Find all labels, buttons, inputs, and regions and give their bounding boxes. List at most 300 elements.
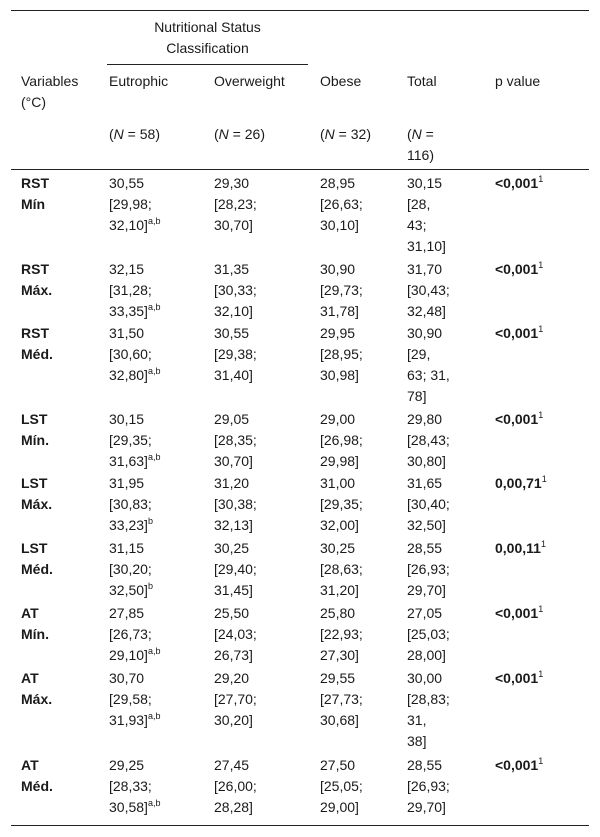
cell-line bbox=[320, 451, 363, 472]
cell-text: [29,38; bbox=[214, 346, 257, 362]
cell-line bbox=[407, 259, 450, 280]
cell-line bbox=[320, 215, 363, 236]
table-cell bbox=[214, 173, 257, 236]
cell-line bbox=[109, 194, 160, 215]
cell-line bbox=[109, 710, 160, 731]
cell-text: [28,83; bbox=[407, 691, 450, 707]
row-label-line: AT bbox=[21, 605, 39, 621]
cell-text: 29,55 bbox=[320, 670, 356, 686]
table-cell bbox=[214, 323, 257, 386]
n-eutrophic: (N = 58) bbox=[109, 126, 160, 142]
cell-text: 31,00 bbox=[320, 475, 356, 491]
cell-line bbox=[407, 323, 450, 344]
cell-line bbox=[320, 689, 363, 710]
cell-text: [31,28; bbox=[109, 282, 152, 298]
cell-text: 25,50 bbox=[214, 605, 250, 621]
cell-text: 30,25 bbox=[214, 540, 250, 556]
variables-header: Variables (°C) bbox=[21, 73, 79, 110]
cell-line bbox=[214, 776, 257, 797]
cell-line bbox=[109, 515, 153, 536]
cell-line bbox=[109, 323, 160, 344]
cell-text: 32,13] bbox=[214, 517, 253, 533]
table-cell bbox=[407, 173, 446, 257]
cell-text: 63; 31, bbox=[407, 367, 450, 383]
cell-line bbox=[320, 515, 363, 536]
table-cell bbox=[214, 473, 257, 536]
cell-text: 31,35 bbox=[214, 261, 250, 277]
cell-text: 26,73] bbox=[214, 647, 253, 663]
cell-text: 31,50 bbox=[109, 325, 145, 341]
row-label-line: Máx. bbox=[21, 691, 53, 707]
cell-text: [29,35; bbox=[109, 432, 152, 448]
p-value-superscript: 1 bbox=[538, 174, 544, 184]
col-header-total: Total bbox=[407, 73, 437, 89]
cell-text: [29,35; bbox=[320, 496, 363, 512]
n-total: (N = 116) bbox=[407, 126, 434, 163]
cell-text: 32,10] bbox=[214, 303, 253, 319]
table-cell bbox=[320, 259, 363, 322]
cell-line bbox=[214, 689, 257, 710]
header-rule bbox=[11, 169, 589, 170]
significance-superscript: a,b bbox=[147, 798, 161, 808]
cell-text: [27,73; bbox=[320, 691, 363, 707]
cell-text: 29,70] bbox=[407, 799, 446, 815]
p-value-text: <0,001 bbox=[495, 175, 539, 191]
table-cell bbox=[109, 473, 153, 536]
p-value-superscript: 1 bbox=[540, 539, 546, 549]
p-value-text: 0,00,71 bbox=[495, 475, 542, 491]
cell-text: 27,05 bbox=[407, 605, 443, 621]
cell-line bbox=[109, 689, 160, 710]
cell-text: [26,63; bbox=[320, 196, 363, 212]
cell-line bbox=[407, 668, 450, 689]
row-label-line: LST bbox=[21, 411, 48, 427]
row-label bbox=[21, 755, 53, 797]
row-label-line: Méd. bbox=[21, 346, 53, 362]
cell-text: [27,70; bbox=[214, 691, 257, 707]
cell-text: 30,10] bbox=[320, 217, 359, 233]
cell-line bbox=[407, 731, 450, 752]
cell-line bbox=[109, 624, 160, 645]
p-value-text: <0,001 bbox=[495, 261, 539, 277]
cell-text: 30,00 bbox=[407, 670, 443, 686]
row-label bbox=[21, 473, 52, 515]
cell-text: 33,35] bbox=[109, 303, 148, 319]
n-obese: (N = 32) bbox=[320, 126, 371, 142]
top-rule bbox=[11, 10, 589, 11]
row-label-line: RST bbox=[21, 175, 49, 191]
cell-line bbox=[407, 473, 450, 494]
cell-line bbox=[320, 668, 363, 689]
table-cell bbox=[109, 409, 160, 472]
cell-line bbox=[214, 409, 257, 430]
table-cell bbox=[109, 603, 160, 666]
cell-text: 29,00 bbox=[320, 411, 356, 427]
cell-line bbox=[320, 755, 363, 776]
cell-line bbox=[407, 280, 450, 301]
cell-text: [26,73; bbox=[109, 626, 152, 642]
cell-line bbox=[320, 559, 363, 580]
cell-text: [28,35; bbox=[214, 432, 257, 448]
cell-line bbox=[214, 624, 257, 645]
cell-text: 31,20] bbox=[320, 582, 359, 598]
cell-line bbox=[109, 259, 160, 280]
cell-line bbox=[320, 624, 363, 645]
cell-line bbox=[407, 689, 450, 710]
cell-text: 25,80 bbox=[320, 605, 356, 621]
row-label-line: RST bbox=[21, 261, 49, 277]
cell-text: 28,55 bbox=[407, 540, 443, 556]
cell-line bbox=[407, 710, 450, 731]
cell-text: 32,80] bbox=[109, 367, 148, 383]
cell-text: 30,90 bbox=[407, 325, 443, 341]
cell-text: 31,65 bbox=[407, 475, 443, 491]
cell-line bbox=[320, 797, 363, 818]
cell-line bbox=[407, 365, 450, 386]
cell-text: 30,55 bbox=[214, 325, 250, 341]
p-value-superscript: 1 bbox=[538, 604, 544, 614]
cell-line bbox=[109, 215, 160, 236]
cell-line bbox=[407, 194, 446, 215]
cell-line bbox=[407, 645, 450, 666]
cell-line bbox=[407, 301, 450, 322]
row-label-line: LST bbox=[21, 475, 48, 491]
cell-text: [26,93; bbox=[407, 561, 450, 577]
table-cell bbox=[320, 473, 363, 536]
cell-line bbox=[407, 580, 450, 601]
cell-line bbox=[407, 797, 450, 818]
cell-line bbox=[214, 538, 257, 559]
cell-line bbox=[407, 409, 450, 430]
cell-line bbox=[214, 603, 257, 624]
cell-line bbox=[320, 603, 363, 624]
cell-line bbox=[214, 344, 257, 365]
group-header: Nutritional Status Classification bbox=[154, 19, 261, 56]
cell-line bbox=[109, 580, 153, 601]
cell-text: 29,95 bbox=[320, 325, 356, 341]
cell-line bbox=[214, 515, 257, 536]
p-value-superscript: 1 bbox=[538, 324, 544, 334]
table-cell bbox=[407, 603, 450, 666]
cell-line bbox=[320, 194, 363, 215]
cell-text: 32,50] bbox=[109, 582, 148, 598]
p-value-superscript: 1 bbox=[538, 260, 544, 270]
significance-superscript: a,b bbox=[147, 366, 161, 376]
cell-line bbox=[320, 301, 363, 322]
p-value bbox=[495, 473, 547, 494]
cell-text: 31,63] bbox=[109, 453, 148, 469]
table-cell bbox=[407, 668, 450, 752]
table-cell bbox=[109, 538, 153, 601]
row-label-line: Mín bbox=[21, 196, 46, 212]
row-label bbox=[21, 538, 53, 580]
bottom-rule bbox=[11, 825, 589, 826]
cell-text: [30,38; bbox=[214, 496, 257, 512]
cell-text: [29,73; bbox=[320, 282, 363, 298]
cell-text: 31,78] bbox=[320, 303, 359, 319]
cell-line bbox=[214, 365, 257, 386]
cell-text: 29,70] bbox=[407, 582, 446, 598]
p-value-text: <0,001 bbox=[495, 325, 539, 341]
cell-text: 30,90 bbox=[320, 261, 356, 277]
cell-line bbox=[407, 173, 446, 194]
cell-text: 30,68] bbox=[320, 712, 359, 728]
cell-text: 30,15 bbox=[407, 175, 443, 191]
cell-line bbox=[214, 215, 257, 236]
cell-text: [25,05; bbox=[320, 778, 363, 794]
cell-text: 30,70 bbox=[109, 670, 145, 686]
cell-text: 27,45 bbox=[214, 757, 250, 773]
significance-superscript: a,b bbox=[147, 646, 161, 656]
cell-text: [29, bbox=[407, 346, 431, 362]
cell-line bbox=[407, 515, 450, 536]
cell-line bbox=[407, 430, 450, 451]
cell-text: 29,00] bbox=[320, 799, 359, 815]
cell-line bbox=[320, 538, 363, 559]
cell-text: [28,23; bbox=[214, 196, 257, 212]
cell-line bbox=[109, 280, 160, 301]
cell-line bbox=[214, 430, 257, 451]
cell-text: [30,40; bbox=[407, 496, 450, 512]
p-value bbox=[495, 668, 543, 689]
table-cell bbox=[407, 755, 450, 818]
cell-text: 31,15 bbox=[109, 540, 145, 556]
cell-line bbox=[320, 430, 363, 451]
cell-line bbox=[109, 776, 160, 797]
cell-text: 38] bbox=[407, 733, 427, 749]
row-label-line: AT bbox=[21, 757, 39, 773]
cell-line bbox=[407, 386, 450, 407]
cell-text: [28,33; bbox=[109, 778, 152, 794]
cell-text: [22,93; bbox=[320, 626, 363, 642]
table-cell bbox=[320, 173, 363, 236]
cell-text: 30,58] bbox=[109, 799, 148, 815]
row-label bbox=[21, 259, 52, 301]
p-value bbox=[495, 323, 543, 344]
cell-line bbox=[407, 451, 450, 472]
cell-text: [28, bbox=[407, 196, 431, 212]
cell-line bbox=[320, 494, 363, 515]
cell-text: [26,00; bbox=[214, 778, 257, 794]
col-header-eutrophic: Eutrophic bbox=[109, 73, 169, 89]
table-cell bbox=[320, 755, 363, 818]
cell-text: 32,15 bbox=[109, 261, 145, 277]
row-label-line: LST bbox=[21, 540, 48, 556]
cell-text: 28,28] bbox=[214, 799, 253, 815]
p-value bbox=[495, 603, 543, 624]
cell-line bbox=[109, 344, 160, 365]
significance-superscript: a,b bbox=[147, 302, 161, 312]
cell-line bbox=[109, 645, 160, 666]
cell-text: [30,33; bbox=[214, 282, 257, 298]
cell-line bbox=[214, 451, 257, 472]
cell-line bbox=[109, 668, 160, 689]
cell-line bbox=[109, 559, 153, 580]
cell-line bbox=[407, 603, 450, 624]
cell-text: 28,55 bbox=[407, 757, 443, 773]
p-value bbox=[495, 538, 546, 559]
cell-line bbox=[407, 755, 450, 776]
table-cell bbox=[407, 259, 450, 322]
cell-text: 30,80] bbox=[407, 453, 446, 469]
cell-text: 30,98] bbox=[320, 367, 359, 383]
n-overweight: (N = 26) bbox=[214, 126, 265, 142]
table-cell bbox=[214, 668, 257, 731]
cell-text: 30,25 bbox=[320, 540, 356, 556]
cell-line bbox=[214, 755, 257, 776]
cell-text: 33,23] bbox=[109, 517, 148, 533]
cell-text: 28,95 bbox=[320, 175, 356, 191]
row-label bbox=[21, 668, 52, 710]
cell-line bbox=[214, 797, 257, 818]
row-label-line: RST bbox=[21, 325, 49, 341]
p-value-superscript: 1 bbox=[541, 474, 547, 484]
cell-line bbox=[320, 710, 363, 731]
cell-text: 29,30 bbox=[214, 175, 250, 191]
cell-line bbox=[109, 451, 160, 472]
cell-text: 30,70] bbox=[214, 217, 253, 233]
cell-text: [26,93; bbox=[407, 778, 450, 794]
cell-text: [29,98; bbox=[109, 196, 152, 212]
cell-text: 31,70 bbox=[407, 261, 443, 277]
cell-text: [29,58; bbox=[109, 691, 152, 707]
cell-text: 29,10] bbox=[109, 647, 148, 663]
group-rule bbox=[107, 64, 308, 65]
col-header-p-value: p value bbox=[495, 73, 541, 89]
row-label bbox=[21, 409, 49, 451]
cell-line bbox=[214, 645, 257, 666]
cell-text: 31,95 bbox=[109, 475, 145, 491]
cell-text: 28,00] bbox=[407, 647, 446, 663]
row-label-line: Máx. bbox=[21, 282, 53, 298]
cell-text: 32,50] bbox=[407, 517, 446, 533]
cell-line bbox=[214, 323, 257, 344]
p-value-text: <0,001 bbox=[495, 670, 539, 686]
cell-line bbox=[320, 280, 363, 301]
table-cell bbox=[407, 323, 450, 407]
cell-text: 30,15 bbox=[109, 411, 145, 427]
cell-line bbox=[407, 494, 450, 515]
p-value bbox=[495, 173, 543, 194]
cell-text: 29,20 bbox=[214, 670, 250, 686]
cell-text: [28,63; bbox=[320, 561, 363, 577]
cell-text: 29,98] bbox=[320, 453, 359, 469]
cell-text: [28,95; bbox=[320, 346, 363, 362]
cell-line bbox=[109, 409, 160, 430]
cell-line bbox=[407, 624, 450, 645]
cell-line bbox=[109, 494, 153, 515]
row-label bbox=[21, 323, 53, 365]
cell-line bbox=[109, 603, 160, 624]
col-header-overweight: Overweight bbox=[214, 73, 285, 89]
cell-line bbox=[320, 323, 363, 344]
cell-line bbox=[320, 776, 363, 797]
cell-line bbox=[320, 409, 363, 430]
cell-line bbox=[320, 259, 363, 280]
cell-line bbox=[320, 473, 363, 494]
cell-line bbox=[214, 259, 257, 280]
col-header-obese: Obese bbox=[320, 73, 362, 89]
cell-text: 32,00] bbox=[320, 517, 359, 533]
significance-superscript: a,b bbox=[147, 452, 161, 462]
cell-line bbox=[320, 645, 363, 666]
cell-text: [24,03; bbox=[214, 626, 257, 642]
p-value bbox=[495, 409, 543, 430]
cell-text: 27,85 bbox=[109, 605, 145, 621]
table-cell bbox=[320, 603, 363, 666]
significance-superscript: b bbox=[147, 581, 153, 591]
cell-text: [26,98; bbox=[320, 432, 363, 448]
cell-text: 31,40] bbox=[214, 367, 253, 383]
table-cell bbox=[214, 755, 257, 818]
cell-line bbox=[407, 559, 450, 580]
p-value-text: <0,001 bbox=[495, 605, 539, 621]
p-value-superscript: 1 bbox=[538, 756, 544, 766]
cell-text: 78] bbox=[407, 388, 427, 404]
cell-text: 30,20] bbox=[214, 712, 253, 728]
cell-line bbox=[407, 236, 446, 257]
cell-text: [30,43; bbox=[407, 282, 450, 298]
cell-line bbox=[109, 365, 160, 386]
significance-superscript: a,b bbox=[147, 216, 161, 226]
cell-text: [25,03; bbox=[407, 626, 450, 642]
cell-line bbox=[214, 280, 257, 301]
row-label bbox=[21, 173, 49, 215]
cell-text: 31, bbox=[407, 712, 427, 728]
table-cell bbox=[109, 173, 160, 236]
table-cell bbox=[320, 538, 363, 601]
cell-line bbox=[109, 755, 160, 776]
cell-text: 27,30] bbox=[320, 647, 359, 663]
significance-superscript: b bbox=[147, 516, 153, 526]
cell-text: 32,10] bbox=[109, 217, 148, 233]
cell-line bbox=[407, 215, 446, 236]
cell-line bbox=[320, 173, 363, 194]
row-label-line: Méd. bbox=[21, 778, 53, 794]
table-cell bbox=[214, 409, 257, 472]
table-cell bbox=[109, 668, 160, 731]
cell-line bbox=[109, 538, 153, 559]
cell-line bbox=[214, 173, 257, 194]
cell-text: 43; bbox=[407, 217, 427, 233]
table-cell bbox=[109, 259, 160, 322]
cell-line bbox=[214, 559, 257, 580]
p-value-text: <0,001 bbox=[495, 411, 539, 427]
row-label-line: Máx. bbox=[21, 496, 53, 512]
p-value bbox=[495, 755, 543, 776]
cell-text: 31,45] bbox=[214, 582, 253, 598]
cell-line bbox=[109, 430, 160, 451]
cell-line bbox=[320, 344, 363, 365]
cell-line bbox=[109, 473, 153, 494]
table-cell bbox=[407, 538, 450, 601]
cell-text: 30,55 bbox=[109, 175, 145, 191]
row-label-line: Méd. bbox=[21, 561, 53, 577]
cell-text: 31,93] bbox=[109, 712, 148, 728]
table-cell bbox=[320, 409, 363, 472]
cell-text: 27,50 bbox=[320, 757, 356, 773]
significance-superscript: a,b bbox=[147, 711, 161, 721]
table-cell bbox=[109, 755, 160, 818]
table-cell bbox=[407, 409, 450, 472]
cell-text: [30,20; bbox=[109, 561, 152, 577]
p-value-text: <0,001 bbox=[495, 757, 539, 773]
table-cell bbox=[109, 323, 160, 386]
cell-line bbox=[214, 668, 257, 689]
cell-text: [30,60; bbox=[109, 346, 152, 362]
cell-text: [28,43; bbox=[407, 432, 450, 448]
table-cell bbox=[214, 603, 257, 666]
